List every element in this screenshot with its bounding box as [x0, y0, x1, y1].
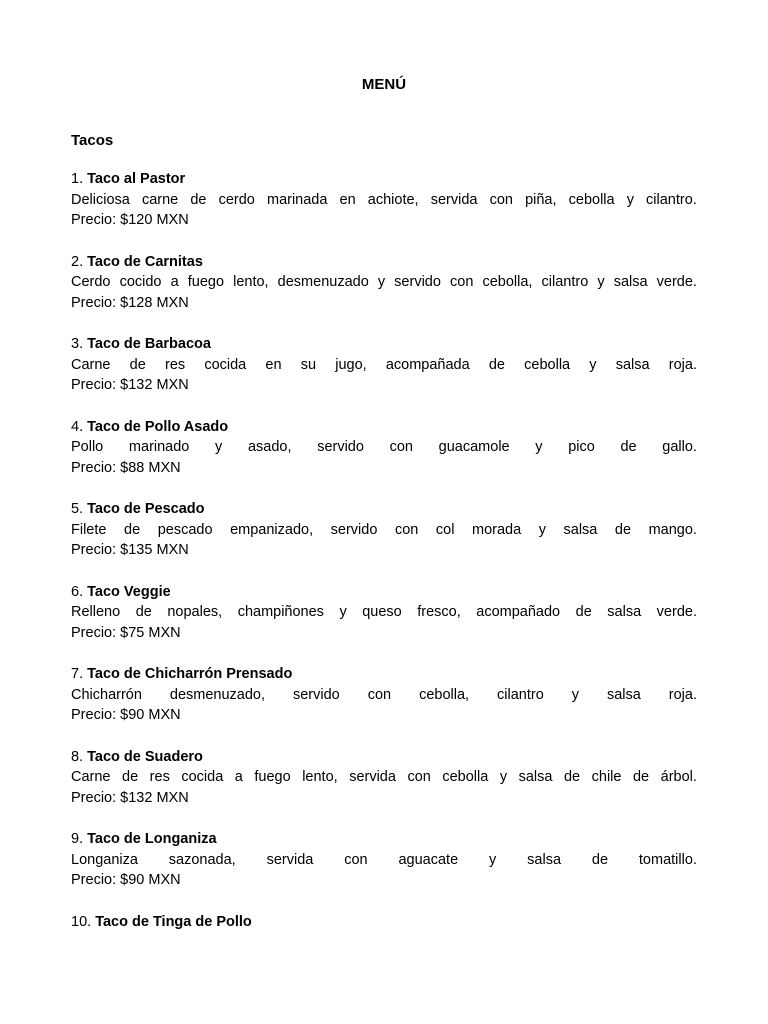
item-price: Precio: $88 MXN — [71, 459, 181, 476]
description-word: lento, — [233, 274, 269, 290]
description-word: cebolla — [568, 191, 615, 208]
description-word: de — [632, 769, 650, 785]
description-word: y — [589, 356, 597, 373]
item-description — [71, 520, 697, 541]
menu-item-heading — [71, 334, 697, 355]
description-word: de — [124, 521, 141, 538]
description-word: tomatillo. — [638, 851, 697, 868]
item-description — [71, 355, 697, 376]
description-word: morada — [471, 521, 522, 538]
item-price: Precio: $132 MXN — [71, 789, 189, 806]
description-word: gallo. — [662, 439, 697, 455]
description-word: Chicharrón — [71, 686, 142, 703]
description-word: de — [620, 439, 637, 455]
item-name: Taco de Carnitas — [87, 253, 203, 270]
description-word: aguacate — [398, 851, 459, 868]
menu-item-heading — [71, 252, 697, 273]
section-heading: Tacos — [71, 132, 114, 149]
description-word: con — [389, 439, 413, 455]
description-word: y — [489, 851, 497, 868]
item-number: 9. — [71, 831, 84, 847]
description-word: servido — [292, 686, 340, 703]
description-word: con — [407, 769, 431, 785]
menu-item — [71, 912, 697, 995]
item-name: Taco de Suadero — [87, 748, 203, 765]
item-price: Precio: $90 MXN — [71, 872, 181, 888]
description-word: Carne — [71, 356, 111, 373]
description-word: nopales, — [167, 604, 223, 620]
menu-item-heading — [71, 169, 697, 190]
description-word: verde. — [656, 604, 697, 620]
description-word: Pollo — [71, 439, 104, 455]
description-word: servida — [430, 191, 478, 208]
description-word: champiñones — [237, 604, 324, 620]
description-word: con — [344, 851, 368, 868]
item-number: 5. — [71, 501, 84, 517]
menu-item — [71, 417, 697, 500]
menu-list — [71, 169, 697, 994]
description-word: mango. — [648, 521, 697, 538]
description-word: res — [149, 769, 170, 785]
description-word: y — [626, 191, 634, 208]
description-word: chile — [591, 769, 622, 785]
item-number: 8. — [71, 748, 84, 765]
description-word: Filete — [71, 521, 107, 538]
item-description — [71, 767, 697, 788]
description-word: servido — [394, 274, 441, 290]
description-word: de — [129, 356, 146, 373]
item-description — [71, 437, 697, 458]
menu-item — [71, 664, 697, 747]
description-word: de — [190, 191, 207, 208]
item-price: Precio: $135 MXN — [71, 542, 189, 558]
item-description — [71, 190, 697, 211]
description-word: salsa — [606, 686, 641, 703]
menu-item-heading — [71, 417, 697, 438]
description-word: Longaniza — [71, 851, 138, 868]
description-word: cerdo — [218, 191, 255, 208]
item-price: Precio: $75 MXN — [71, 624, 181, 641]
item-number: 3. — [71, 336, 84, 352]
description-word: desmenuzado, — [169, 686, 266, 703]
description-word: queso — [362, 604, 402, 620]
page-title: MENÚ — [361, 76, 407, 93]
description-word: con — [450, 274, 474, 290]
menu-item — [71, 499, 697, 582]
description-word: de — [575, 604, 592, 620]
description-word: cilantro. — [646, 191, 697, 208]
description-word: de — [135, 604, 152, 620]
description-word: y — [538, 521, 546, 538]
description-word: Relleno — [71, 604, 121, 620]
description-word: y — [215, 439, 223, 455]
item-number: 7. — [71, 666, 84, 682]
item-description — [71, 272, 697, 293]
description-word: en — [265, 356, 282, 373]
menu-item-heading — [71, 582, 697, 603]
description-word: achiote, — [367, 191, 419, 208]
description-word: pescado — [157, 521, 213, 538]
description-word: y — [571, 686, 579, 703]
description-word: verde. — [656, 274, 697, 290]
description-word: marinado — [128, 439, 190, 455]
item-price: Precio: $90 MXN — [71, 707, 181, 723]
description-word: cebolla — [442, 769, 489, 785]
description-word: acompañado — [476, 604, 561, 620]
item-name: Taco de Tinga de Pollo — [95, 913, 252, 930]
item-price: Precio: $120 MXN — [71, 212, 189, 228]
description-word: lento, — [302, 769, 338, 785]
description-word: cebolla, — [482, 274, 533, 290]
description-word: fresco, — [417, 604, 461, 620]
menu-item — [71, 829, 697, 912]
description-word: cebolla, — [419, 686, 470, 703]
description-word: a — [234, 769, 243, 785]
description-word: de — [122, 769, 139, 785]
description-word: roja. — [668, 686, 697, 703]
menu-item — [71, 747, 697, 830]
description-word: de — [614, 521, 632, 538]
description-word: y — [535, 439, 543, 455]
menu-item-heading — [71, 829, 697, 850]
description-word: roja. — [668, 356, 697, 373]
item-number: 4. — [71, 418, 84, 435]
document-page — [71, 0, 697, 1024]
description-word: y — [377, 274, 386, 290]
description-word: con — [394, 521, 419, 538]
item-name: Taco de Pescado — [87, 501, 205, 517]
description-word: col — [435, 521, 455, 538]
item-price: Precio: $128 MXN — [71, 294, 189, 311]
description-word: empanizado, — [230, 521, 314, 538]
description-word: servida — [349, 769, 396, 785]
description-word: guacamole — [438, 439, 510, 455]
description-word: con — [367, 686, 392, 703]
description-word: servido — [317, 439, 364, 455]
description-word: de — [563, 769, 581, 785]
menu-item — [71, 582, 697, 665]
description-word: a — [170, 274, 179, 290]
description-word: salsa — [607, 604, 642, 620]
description-word: servido — [330, 521, 378, 538]
description-word: servida — [266, 851, 314, 868]
item-name: Taco de Longaniza — [87, 831, 217, 847]
description-word: cocida — [181, 769, 224, 785]
menu-item-heading — [71, 499, 697, 520]
description-word: de — [591, 851, 609, 868]
description-word: carne — [141, 191, 179, 208]
menu-item — [71, 334, 697, 417]
description-word: salsa — [518, 769, 553, 785]
description-word: cocido — [119, 274, 162, 290]
description-word: piña, — [525, 191, 557, 208]
description-word: pico — [568, 439, 595, 455]
description-word: en — [339, 191, 356, 208]
item-number: 10. — [71, 913, 92, 930]
item-description — [71, 850, 697, 871]
menu-item-heading — [71, 664, 697, 685]
description-word: y — [597, 274, 605, 290]
item-price: Precio: $132 MXN — [71, 377, 189, 393]
description-word: asado, — [247, 439, 292, 455]
menu-item-heading — [71, 912, 697, 933]
item-name: Taco de Pollo Asado — [87, 418, 229, 435]
menu-item — [71, 169, 697, 252]
description-word: salsa — [527, 851, 562, 868]
item-name: Taco Veggie — [87, 583, 171, 600]
description-word: cebolla — [524, 356, 571, 373]
description-word: cilantro — [541, 274, 589, 290]
description-word: desmenuzado — [277, 274, 369, 290]
description-word: sazonada, — [168, 851, 236, 868]
description-word: salsa — [615, 356, 650, 373]
description-word: fuego — [187, 274, 225, 290]
menu-item-heading — [71, 747, 697, 768]
description-word: de — [488, 356, 505, 373]
item-number: 2. — [71, 253, 84, 270]
description-word: y — [339, 604, 347, 620]
menu-item — [71, 252, 697, 335]
item-name: Taco al Pastor — [87, 171, 186, 187]
item-name: Taco de Barbacoa — [87, 336, 211, 352]
description-word: fuego — [254, 769, 291, 785]
description-word: con — [489, 191, 513, 208]
description-word: res — [164, 356, 186, 373]
description-word: salsa — [563, 521, 598, 538]
description-word: marinada — [266, 191, 328, 208]
description-word: jugo, — [335, 356, 367, 373]
description-word: árbol. — [660, 769, 697, 785]
item-number: 1. — [71, 171, 84, 187]
description-word: Carne — [71, 769, 111, 785]
description-word: acompañada — [385, 356, 470, 373]
description-word: su — [300, 356, 317, 373]
description-word: Cerdo — [71, 274, 111, 290]
item-description — [71, 602, 697, 623]
item-name: Taco de Chicharrón Prensado — [87, 666, 293, 682]
description-word: y — [499, 769, 508, 785]
description-word: Deliciosa — [71, 191, 130, 208]
description-word: cocida — [204, 356, 247, 373]
item-description — [71, 685, 697, 706]
item-number: 6. — [71, 583, 84, 600]
description-word: salsa — [613, 274, 648, 290]
description-word: cilantro — [497, 686, 544, 703]
